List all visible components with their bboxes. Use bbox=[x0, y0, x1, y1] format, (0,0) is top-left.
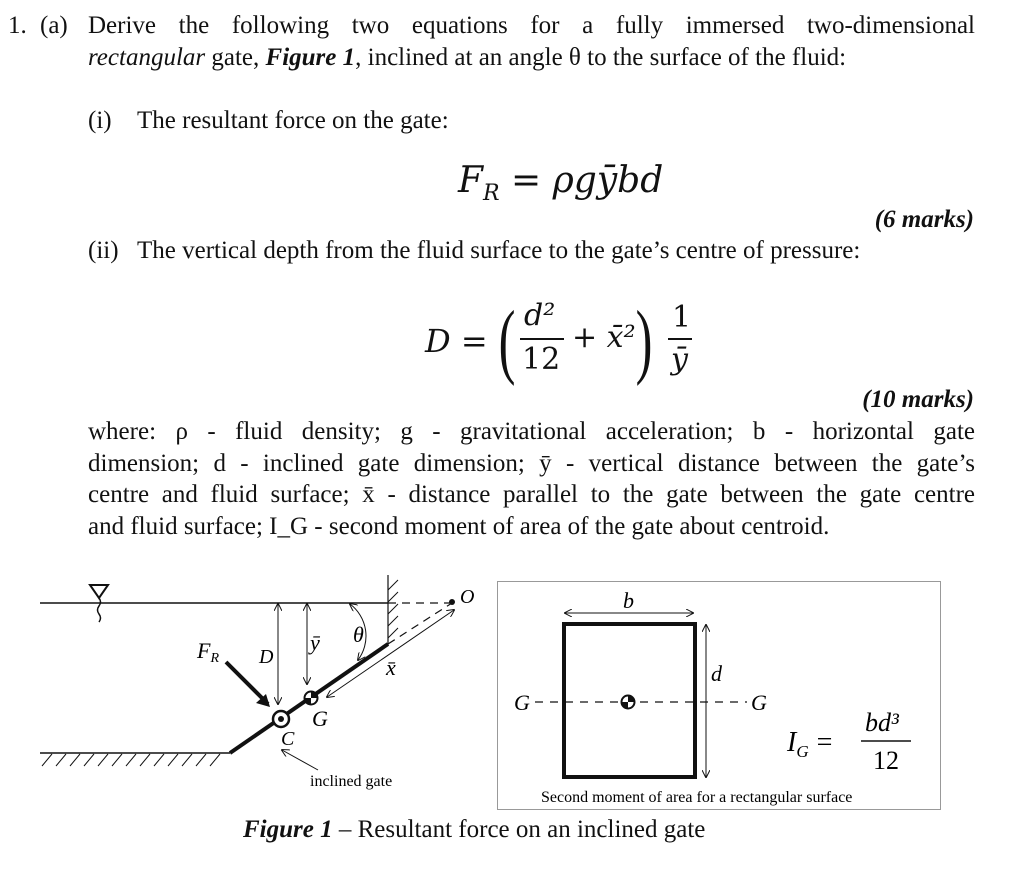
label-G-right: G bbox=[751, 690, 767, 715]
figure-caption bbox=[243, 816, 705, 844]
ig-denominator: 12 bbox=[873, 746, 899, 775]
sub-i-text: The resultant force on the gate: bbox=[137, 107, 449, 134]
italic-rectangular: rectangular bbox=[88, 44, 206, 71]
second-moment-diagram bbox=[497, 581, 941, 810]
label-theta: θ bbox=[353, 622, 364, 647]
label-D: D bbox=[259, 646, 274, 668]
label-C: C bbox=[281, 728, 295, 750]
fraction-bar bbox=[668, 338, 692, 340]
eq2-lhs: D = bbox=[425, 322, 488, 360]
right-figure-caption: Second moment of area for a rectangular surface bbox=[541, 789, 853, 806]
right-paren: ) bbox=[635, 294, 653, 387]
ig-numerator: bd³ bbox=[865, 708, 899, 737]
water-level-squiggle-icon bbox=[98, 598, 101, 622]
gate-pointer-arrow bbox=[282, 750, 318, 770]
eq-sub-R: R bbox=[482, 181, 500, 207]
water-level-icon bbox=[90, 585, 108, 598]
eq2-denominator: 12 bbox=[522, 342, 561, 377]
intro-line-1: Derive the following two equations for a fully immersed two-dimensional bbox=[88, 12, 975, 39]
label-G: G bbox=[312, 706, 328, 731]
label-d: d bbox=[711, 661, 722, 686]
eq2-one: 1 bbox=[672, 300, 692, 335]
eq2-plus-xbar: + x̄² bbox=[572, 320, 636, 355]
label-xbar: x̄ bbox=[386, 655, 396, 680]
marks-i: (6 marks) bbox=[874, 206, 974, 233]
point-O bbox=[449, 599, 455, 605]
centre-of-pressure-dot bbox=[278, 716, 284, 722]
label-FR: FR bbox=[197, 638, 220, 666]
marks-ii: (10 marks) bbox=[862, 386, 974, 413]
text: , inclined at an angle θ to the surface of the fluid: bbox=[355, 44, 847, 71]
fraction-bar bbox=[520, 338, 564, 340]
text: gate, bbox=[205, 44, 266, 71]
caption-figure-label: Figure 1 bbox=[243, 816, 333, 843]
label-b: b bbox=[623, 588, 634, 613]
label-O: O bbox=[460, 586, 475, 608]
figure-ref: Figure 1 bbox=[265, 44, 356, 71]
label-G-left: G bbox=[514, 690, 530, 715]
where-line-3: centre and fluid surface; x̄ - distance parallel to the gate between the gate centre bbox=[88, 481, 975, 508]
eq-F: F bbox=[458, 160, 483, 201]
sub-ii-text: The vertical depth from the fluid surface to the gate’s centre of pressure: bbox=[137, 237, 861, 264]
label-ybar: ȳ bbox=[310, 630, 320, 655]
left-paren: ( bbox=[498, 294, 516, 387]
where-line-4: and fluid surface; I_G - second moment of area of the gate about centroid. bbox=[88, 513, 830, 540]
where-line-1: where: ρ - fluid density; g - gravitational acceleration; b - horizontal gate bbox=[88, 418, 975, 445]
ig-formula: $I_G$ = bbox=[787, 727, 833, 761]
gate-extension-dashed bbox=[388, 603, 452, 644]
equation-resultant-force bbox=[458, 160, 663, 206]
intro-line-2 bbox=[88, 44, 846, 72]
sub-ii-label: (ii) bbox=[88, 237, 119, 264]
wall-hatch bbox=[388, 580, 398, 638]
caption-text: – Resultant force on an inclined gate bbox=[332, 816, 706, 843]
sub-i-label: (i) bbox=[88, 107, 112, 134]
where-line-2: dimension; d - inclined gate dimension; ȳ - vertical distance between the gate’s bbox=[88, 450, 975, 477]
bed-hatch bbox=[42, 754, 220, 766]
label-inclined-gate: inclined gate bbox=[310, 773, 393, 790]
question-number: 1. bbox=[8, 12, 27, 39]
eq-rhs: = ρgȳbd bbox=[511, 160, 664, 201]
part-label: (a) bbox=[40, 12, 68, 39]
resultant-force-arrow bbox=[226, 662, 268, 704]
eq2-ybar: ȳ bbox=[671, 342, 688, 377]
eq2-numerator: d² bbox=[524, 298, 556, 333]
inclined-gate-diagram bbox=[30, 570, 490, 800]
